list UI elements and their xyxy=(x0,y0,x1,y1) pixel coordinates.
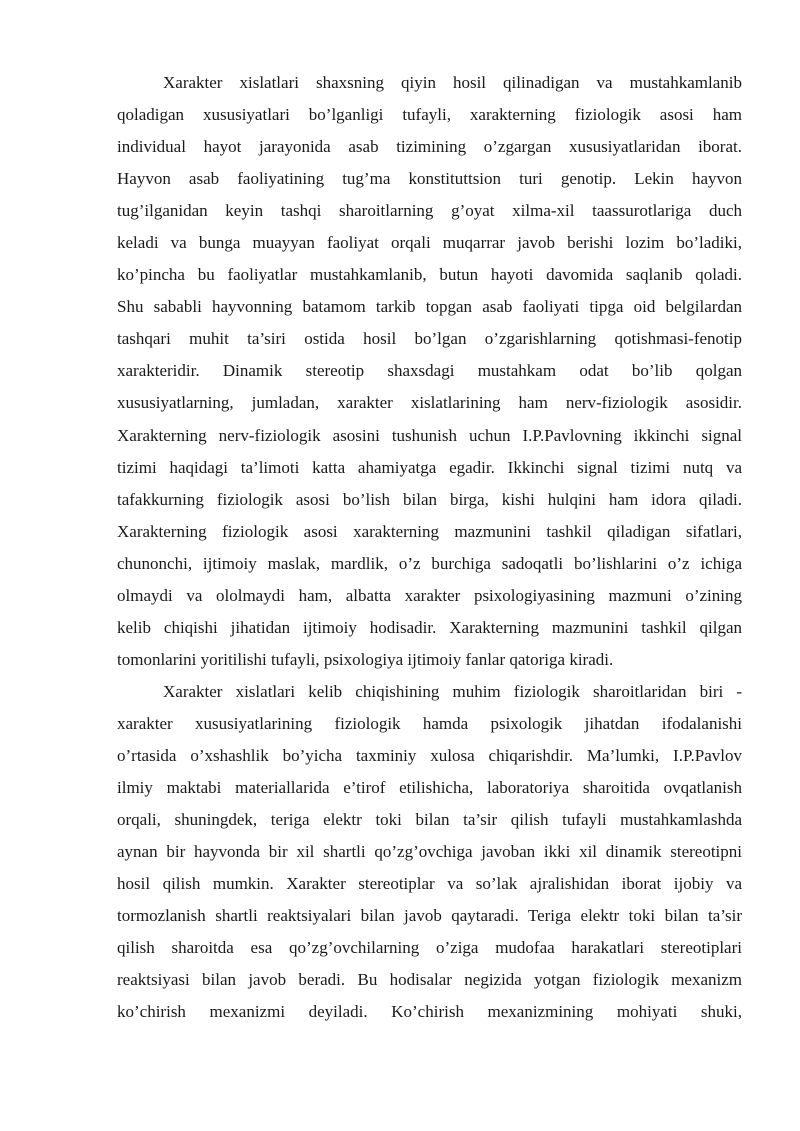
text-line: ko’pincha bu faoliyatlar mustahkamlanib, butun hayoti davomida saqlanib qoladi. xyxy=(117,265,742,285)
text-line: Shu sababli hayvonning batamom tarkib topgan asab faoliyati tipga oid belgilardan xyxy=(117,297,742,317)
text-line: tomonlarini yoritilishi tufayli, psixologiya ijtimoiy fanlar qatoriga kiradi. xyxy=(117,649,614,669)
text-line: o’rtasida o’xshashlik bo’yicha taxminiy xulosa chiqarishdir. Ma’lumki, I.P.Pavlov xyxy=(117,745,742,765)
text-line: hosil qilish mumkin. Xarakter stereotiplar va so’lak ajralishidan iborat ijobiy va xyxy=(117,874,742,894)
text-line: tashqari muhit ta’siri ostida hosil bo’lgan o’zgarishlarning qotishmasi-fenotip xyxy=(117,329,742,349)
text-line: tizimi haqidagi ta’limoti katta ahamiyatga egadir. Ikkinchi signal tizimi nutq va xyxy=(117,457,742,477)
text-line: chunonchi, ijtimoiy maslak, mardlik, o’z burchiga sadoqatli bo’lishlarini o’z ichiga xyxy=(117,553,742,573)
text-line: tormozlanish shartli reaktsiyalari bilan javob qaytaradi. Teriga elektr toki bilan ta’sir xyxy=(117,906,742,926)
text-line: ilmiy maktabi materiallarida e’tirof etilishicha, laboratoriya sharoitida ovqatlanish xyxy=(117,778,742,798)
text-line: Hayvon asab faoliyatining tug’ma konstituttsion turi genotip. Lekin hayvon xyxy=(117,169,742,189)
text-line: individual hayot jarayonida asab tizimining o’zgargan xususiyatlaridan iborat. xyxy=(117,137,742,157)
text-line: Xarakter xislatlari shaxsning qiyin hosil qilinadigan va mustahkamlanib xyxy=(163,73,742,92)
text-line: keladi va bunga muayyan faoliyat orqali muqarrar javob berishi lozim bo’ladiki, xyxy=(117,233,742,253)
text-line: xususiyatlarning, jumladan, xarakter xislatlarining ham nerv-fiziologik asosidir. xyxy=(117,393,742,413)
text-line: aynan bir hayvonda bir xil shartli qo’zg’ovchiga javoban ikki xil dinamik stereotipni xyxy=(117,842,742,862)
text-line: tug’ilganidan keyin tashqi sharoitlarning g’oyat xilma-xil taassurotlariga duch xyxy=(117,201,742,221)
text-line: tafakkurning fiziologik asosi bo’lish bilan birga, kishi hulqini ham idora qiladi. xyxy=(117,489,742,509)
text-line: qoladigan xususiyatlari bo’lganligi tufayli, xarakterning fiziologik asosi ham xyxy=(117,105,742,125)
text-line: xarakteridir. Dinamik stereotip shaxsdagi mustahkam odat bo’lib qolgan xyxy=(117,361,742,381)
text-line: qilish sharoitda esa qo’zg’ovchilarning o’ziga mudofaa harakatlari stereotiplari xyxy=(117,938,742,958)
text-line: orqali, shuningdek, teriga elektr toki bilan ta’sir qilish tufayli mustahkamlashda xyxy=(117,810,742,830)
text-line: kelib chiqishi jihatidan ijtimoiy hodisadir. Xarakterning mazmunini tashkil qilgan xyxy=(117,617,742,637)
text-line: olmaydi va ololmaydi ham, albatta xarakter psixologiyasining mazmuni o’zining xyxy=(117,585,742,605)
text-line: ko’chirish mexanizmi deyiladi. Ko’chirish mexanizmining mohiyati shuki, xyxy=(117,1002,742,1022)
text-line: Xarakterning fiziologik asosi xarakterning mazmunini tashkil qiladigan sifatlari, xyxy=(117,521,742,541)
text-line: Xarakter xislatlari kelib chiqishining muhim fiziologik sharoitlaridan biri - xyxy=(163,681,742,701)
text-line: reaktsiyasi bilan javob beradi. Bu hodisalar negizida yotgan fiziologik mexanizm xyxy=(117,970,742,990)
body-text xyxy=(117,72,742,1033)
text-line: Xarakterning nerv-fiziologik asosini tushunish uchun I.P.Pavlovning ikkinchi signal xyxy=(117,425,742,445)
text-line: xarakter xususiyatlarining fiziologik hamda psixologik jihatdan ifodalanishi xyxy=(117,713,742,733)
